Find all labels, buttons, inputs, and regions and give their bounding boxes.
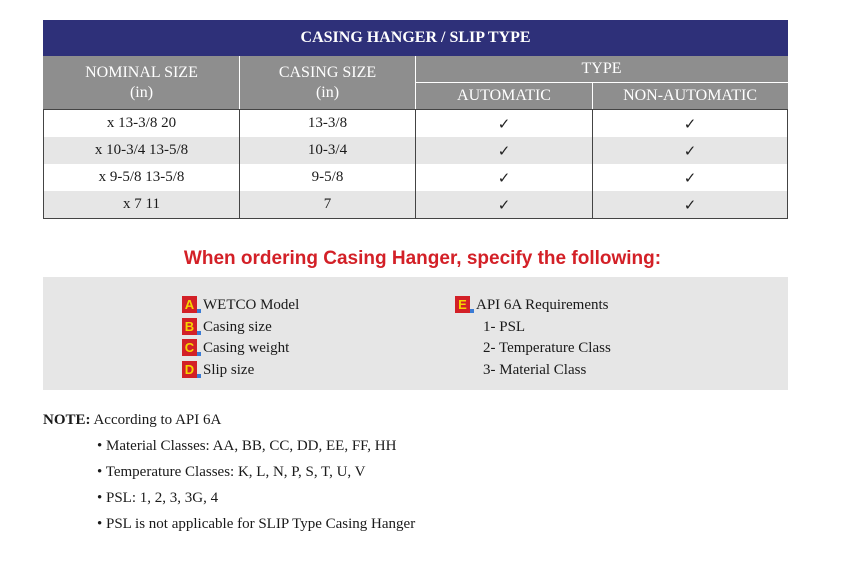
ordering-item (182, 360, 299, 382)
casing-size-cell: 9-5/8 (240, 164, 416, 191)
ordering-item-label: WETCO Model (203, 297, 300, 313)
table-row (44, 191, 788, 219)
casing-size-label: CASING SIZE (278, 63, 377, 81)
ordering-item-label: Casing size (203, 318, 272, 335)
automatic-header: AUTOMATIC (416, 83, 593, 110)
ordering-title: When ordering Casing Hanger, specify the following: (183, 248, 662, 269)
table-title: CASING HANGER / SLIP TYPE (44, 21, 788, 56)
note-bullet: • Temperature Classes: K, L, N, P, S, T, U, V (97, 464, 366, 480)
non-automatic-check-icon: ✓ (593, 164, 788, 191)
note-bullet: • PSL: 1, 2, 3, 3G, 4 (97, 490, 219, 506)
non-automatic-check-icon: ✓ (593, 191, 788, 219)
ordering-subitem: 3- Material Class (483, 361, 587, 378)
letter-badge-icon: C (182, 339, 197, 356)
note-text: According to API 6A (93, 412, 222, 428)
nominal-size-cell: x 9-5/8 13-5/8 (44, 164, 240, 191)
ordering-right-column (455, 295, 611, 381)
automatic-check-icon: ✓ (416, 110, 593, 138)
automatic-check-icon: ✓ (416, 164, 593, 191)
table-row (44, 164, 788, 191)
nominal-size-cell: x 10-3/4 13-5/8 (44, 137, 240, 164)
casing-size-cell: 10-3/4 (240, 137, 416, 164)
ordering-item-label: API 6A Requirements (476, 297, 609, 313)
letter-badge-icon: B (182, 318, 197, 335)
ordering-left-column (182, 295, 299, 381)
ordering-item (182, 295, 299, 317)
casing-size-cell: 13-3/8 (240, 110, 416, 138)
letter-badge-icon: A (182, 296, 197, 313)
ordering-item (182, 338, 299, 360)
letter-badge-icon: E (455, 296, 470, 313)
note-label: NOTE: (43, 412, 91, 428)
nominal-size-unit: (in) (129, 83, 154, 101)
table-row (44, 137, 788, 164)
ordering-item-label: Slip size (203, 361, 255, 378)
ordering-subitem: 1- PSL (483, 318, 526, 335)
automatic-check-icon: ✓ (416, 137, 593, 164)
nominal-size-cell: x 13-3/8 20 (44, 110, 240, 138)
ordering-subitem: 2- Temperature Class (483, 340, 611, 356)
nominal-size-cell: x 7 11 (44, 191, 240, 219)
automatic-check-icon: ✓ (416, 191, 593, 219)
letter-badge-icon: D (182, 361, 197, 378)
non-automatic-check-icon: ✓ (593, 137, 788, 164)
type-header: TYPE (416, 56, 788, 83)
note-bullet: • Material Classes: AA, BB, CC, DD, EE, FF, HH (97, 438, 397, 454)
table-row (44, 110, 788, 138)
note-bullet: • PSL is not applicable for SLIP Type Casing Hanger (97, 516, 416, 532)
ordering-item (455, 295, 611, 317)
nominal-size-label: NOMINAL SIZE (85, 63, 198, 81)
casing-size-unit: (in) (315, 83, 340, 101)
casing-hanger-table (43, 20, 788, 219)
non-automatic-check-icon: ✓ (593, 110, 788, 138)
nominal-size-header (44, 56, 240, 110)
casing-size-cell: 7 (240, 191, 416, 219)
ordering-box (43, 277, 788, 390)
note-heading (43, 407, 415, 433)
ordering-item-label: Casing weight (203, 340, 290, 356)
non-automatic-header: NON-AUTOMATIC (593, 83, 788, 110)
ordering-item (182, 317, 299, 339)
note-section (43, 407, 415, 537)
casing-size-header (240, 56, 416, 110)
